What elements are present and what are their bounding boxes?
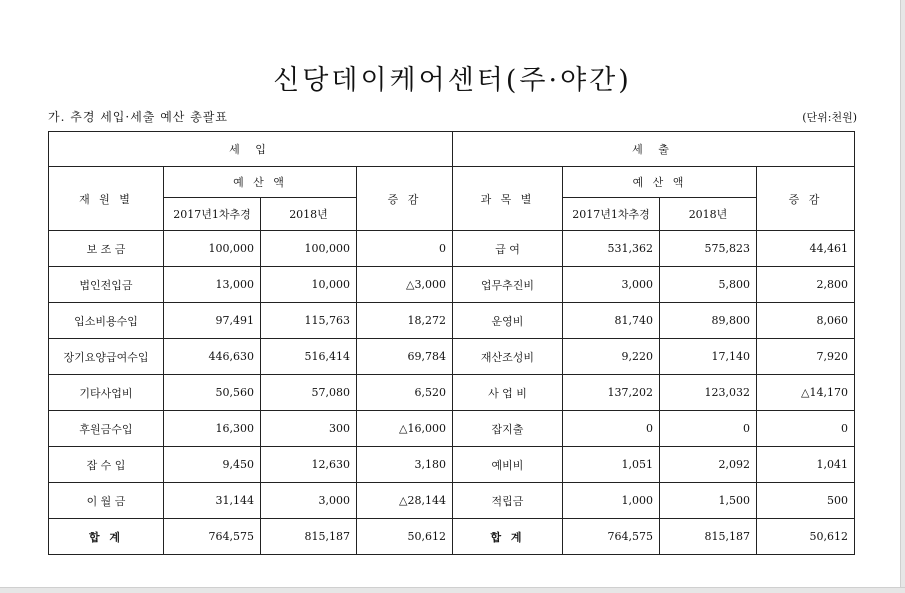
table-row: [49, 483, 855, 519]
income-label: 이 월 금: [49, 483, 164, 519]
income-change-header: 증 감: [357, 167, 453, 231]
expense-label: 예비비: [453, 447, 563, 483]
income-2018-value: 10,000: [261, 267, 357, 303]
income-2017-value: 446,630: [164, 339, 261, 375]
income-2017-value: 31,144: [164, 483, 261, 519]
income-source-header: 재 원 별: [49, 167, 164, 231]
income-section-header: 세 입: [49, 132, 453, 167]
income-total-label: 합 계: [49, 519, 164, 555]
expense-label: 사 업 비: [453, 375, 563, 411]
expense-2018-value: 575,823: [660, 231, 757, 267]
expense-2018-value: 5,800: [660, 267, 757, 303]
expense-change-value: 8,060: [757, 303, 855, 339]
income-2017-header: 2017년1차추경: [164, 198, 261, 231]
expense-2018-value: 123,032: [660, 375, 757, 411]
table-row: [49, 447, 855, 483]
table-row: [49, 375, 855, 411]
expense-change-value: 44,461: [757, 231, 855, 267]
income-label: 기타사업비: [49, 375, 164, 411]
income-label: 후원금수입: [49, 411, 164, 447]
income-2018-value: 100,000: [261, 231, 357, 267]
income-label: 장기요양급여수입: [49, 339, 164, 375]
expense-2018-value: 1,500: [660, 483, 757, 519]
table-row: [49, 231, 855, 267]
income-change-value: 6,520: [357, 375, 453, 411]
income-2018-value: 115,763: [261, 303, 357, 339]
expense-section-header: 세 출: [453, 132, 855, 167]
expense-label: 업무추진비: [453, 267, 563, 303]
expense-total-label: 합 계: [453, 519, 563, 555]
expense-2018-value: 2,092: [660, 447, 757, 483]
income-2018-header: 2018년: [261, 198, 357, 231]
expense-2017-value: 531,362: [563, 231, 660, 267]
income-2017-value: 50,560: [164, 375, 261, 411]
expense-total-2018: 815,187: [660, 519, 757, 555]
income-change-value: 18,272: [357, 303, 453, 339]
expense-total-2017: 764,575: [563, 519, 660, 555]
table-row: [49, 303, 855, 339]
income-2018-value: 516,414: [261, 339, 357, 375]
expense-change-value: 7,920: [757, 339, 855, 375]
page-title: 신당데이케어센터(주·야간): [273, 65, 632, 96]
income-label: 법인전입금: [49, 267, 164, 303]
expense-change-value: 2,800: [757, 267, 855, 303]
income-2017-value: 13,000: [164, 267, 261, 303]
expense-label: 급 여: [453, 231, 563, 267]
expense-2017-header: 2017년1차추경: [563, 198, 660, 231]
income-change-value: 69,784: [357, 339, 453, 375]
income-change-value: △16,000: [357, 411, 453, 447]
income-2018-value: 300: [261, 411, 357, 447]
budget-summary-table: [48, 131, 855, 555]
expense-label: 재산조성비: [453, 339, 563, 375]
income-change-value: 0: [357, 231, 453, 267]
expense-budget-header: 예 산 액: [563, 167, 757, 198]
expense-label: 운영비: [453, 303, 563, 339]
expense-change-header: 증 감: [757, 167, 855, 231]
expense-total-change: 50,612: [757, 519, 855, 555]
expense-change-value: 1,041: [757, 447, 855, 483]
expense-2018-value: 17,140: [660, 339, 757, 375]
income-2018-value: 57,080: [261, 375, 357, 411]
table-row: [49, 267, 855, 303]
income-total-2017: 764,575: [164, 519, 261, 555]
income-2017-value: 97,491: [164, 303, 261, 339]
page-edge-bottom: [0, 587, 905, 593]
expense-change-value: △14,170: [757, 375, 855, 411]
header-row-groups: [49, 167, 855, 198]
expense-change-value: 0: [757, 411, 855, 447]
expense-2018-value: 89,800: [660, 303, 757, 339]
income-label: 잡 수 입: [49, 447, 164, 483]
table-row: [49, 411, 855, 447]
expense-2017-value: 1,000: [563, 483, 660, 519]
expense-2018-value: 0: [660, 411, 757, 447]
table-subtitle: 가. 추경 세입·세출 예산 총괄표: [48, 110, 228, 124]
expense-2017-value: 9,220: [563, 339, 660, 375]
expense-2017-value: 137,202: [563, 375, 660, 411]
expense-item-header: 과 목 별: [453, 167, 563, 231]
income-total-2018: 815,187: [261, 519, 357, 555]
income-2017-value: 9,450: [164, 447, 261, 483]
income-2017-value: 16,300: [164, 411, 261, 447]
expense-change-value: 500: [757, 483, 855, 519]
unit-label: (단위:천원): [802, 111, 857, 124]
income-change-value: △3,000: [357, 267, 453, 303]
expense-2017-value: 81,740: [563, 303, 660, 339]
income-budget-header: 예 산 액: [164, 167, 357, 198]
expense-label: 적립금: [453, 483, 563, 519]
income-2018-value: 12,630: [261, 447, 357, 483]
header-row-sections: [49, 132, 855, 167]
income-label: 보 조 금: [49, 231, 164, 267]
total-row: [49, 519, 855, 555]
income-label: 입소비용수입: [49, 303, 164, 339]
income-total-change: 50,612: [357, 519, 453, 555]
income-change-value: 3,180: [357, 447, 453, 483]
expense-2017-value: 1,051: [563, 447, 660, 483]
income-2017-value: 100,000: [164, 231, 261, 267]
table-row: [49, 339, 855, 375]
expense-label: 잡지출: [453, 411, 563, 447]
expense-2017-value: 3,000: [563, 267, 660, 303]
expense-2017-value: 0: [563, 411, 660, 447]
income-change-value: △28,144: [357, 483, 453, 519]
expense-2018-header: 2018년: [660, 198, 757, 231]
income-2018-value: 3,000: [261, 483, 357, 519]
